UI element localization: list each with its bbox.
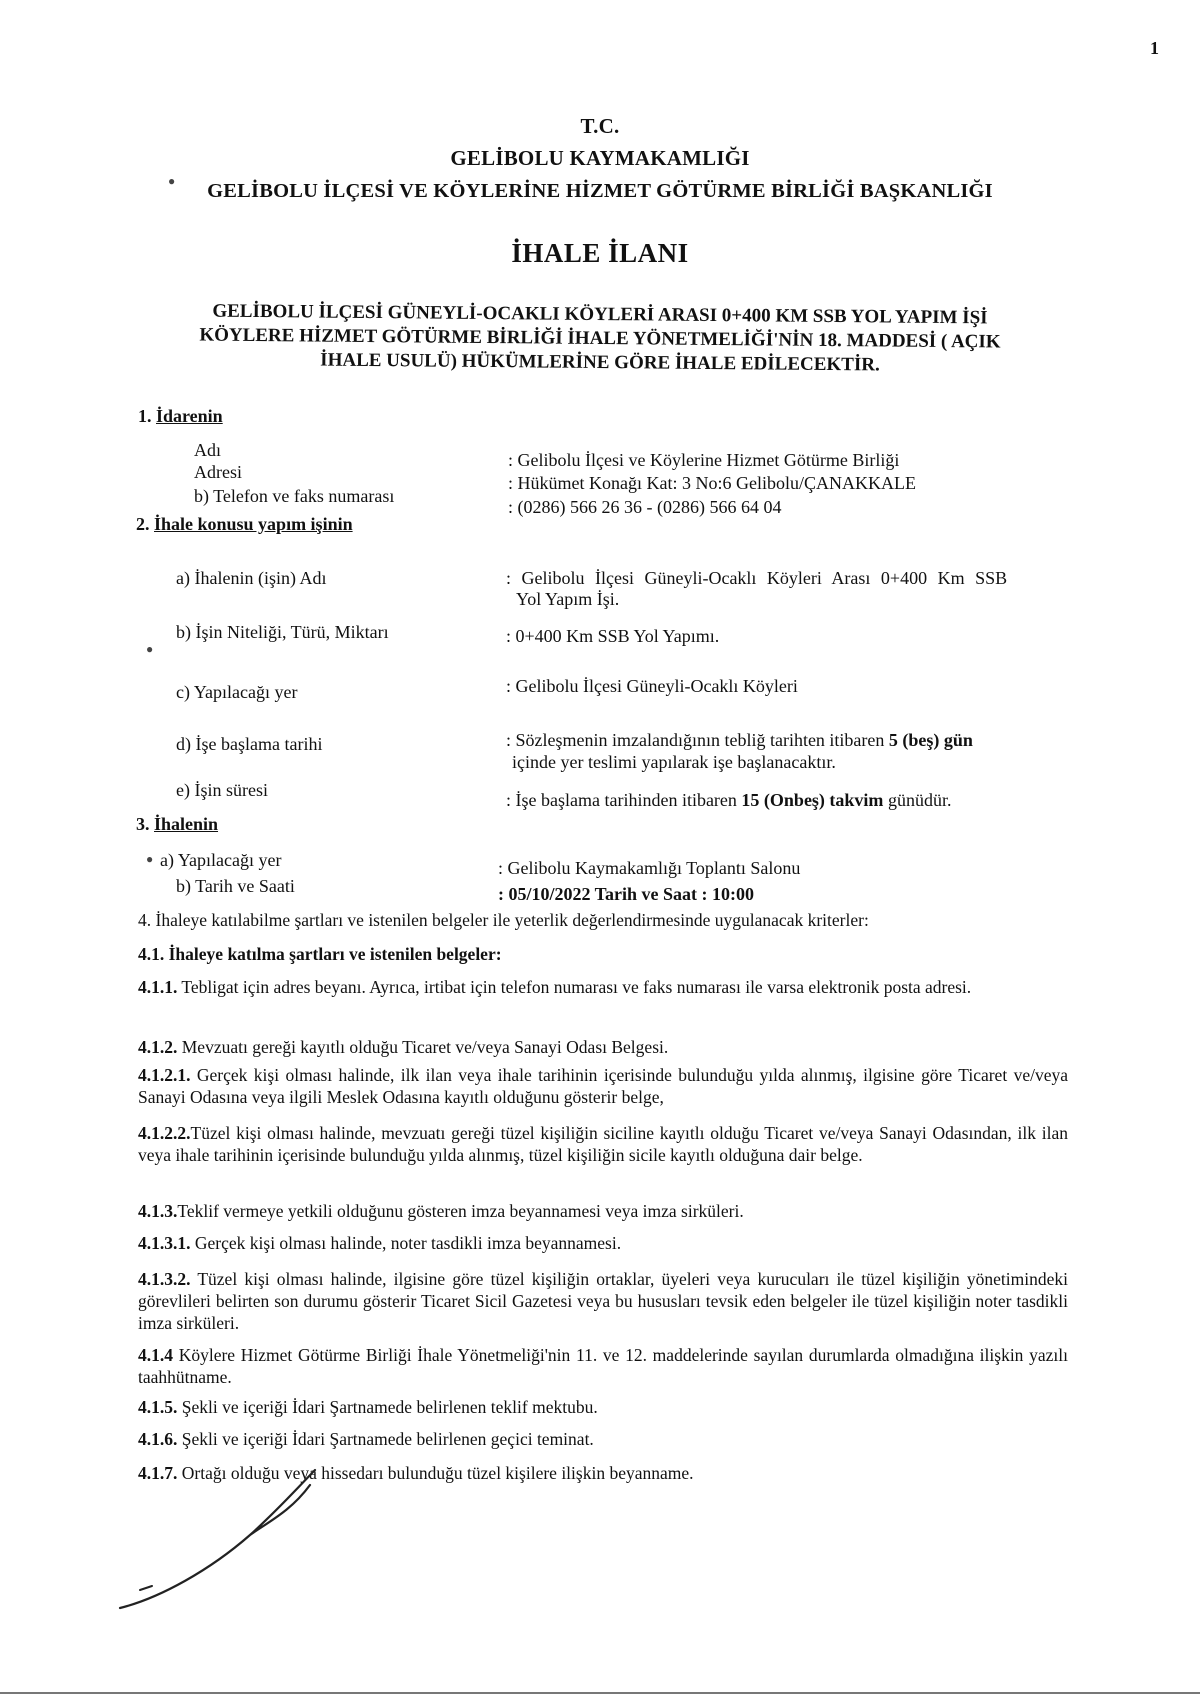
section2-b-label: b) İşin Niteliği, Türü, Miktarı	[176, 622, 389, 642]
section2-a-value-1: : Gelibolu İlçesi Güneyli-Ocaklı Köyleri Arası 0+400 Km SSB	[506, 568, 1008, 588]
item-text: Ortağı olduğu veya hissedarı bulunduğu tüzel kişilere ilişkin beyanname.	[177, 1463, 694, 1483]
section3-b-label: b) Tarih ve Saati	[176, 876, 295, 896]
item-text: Tüzel kişi olması halinde, ilgisine göre tüzel kişiliğin ortaklar, üyeleri veya kurucuları ile tüzel kişiliğin yönetimindeki görevlileri belirten son durumu gösterir Ticaret Sicil Gazetesi veya bu hususları tevsik eden belgeler ile tüzel kişiliğin noter tasdikli imza sirküleri.	[138, 1269, 1068, 1333]
intro-line-3: İHALE USULÜ) HÜKÜMLERİNE GÖRE İHALE EDİLECEKTİR.	[320, 349, 880, 376]
scan-mark: ●	[146, 852, 154, 866]
item-4-1-4	[138, 1344, 1068, 1388]
scan-mark: ●	[146, 642, 154, 656]
section1-value-adi: : Gelibolu İlçesi ve Köylerine Hizmet Götürme Birliği	[508, 450, 900, 470]
section2-e-label: e) İşin süresi	[176, 780, 268, 800]
header-birlik: GELİBOLU İLÇESİ VE KÖYLERİNE HİZMET GÖTÜRME BİRLİĞİ BAŞKANLIĞI	[207, 180, 993, 202]
section3-b-value: : 05/10/2022 Tarih ve Saat : 10:00	[498, 884, 755, 904]
section1-value-adres: : Hükümet Konağı Kat: 3 No:6 Gelibolu/ÇANAKKALE	[508, 473, 916, 493]
item-4-1-1	[138, 976, 1068, 998]
item-number: 4.1.5.	[138, 1397, 178, 1417]
item-text: Tebligat için adres beyanı. Ayrıca, irtibat için telefon numarası ve faks numarası ile varsa elektronik posta adresi.	[177, 977, 972, 997]
item-number: 4.1.2.1.	[138, 1065, 191, 1085]
handwritten-signature	[100, 1440, 360, 1620]
section1-label-adi: Adı	[194, 440, 221, 460]
section3-heading	[136, 814, 218, 835]
item-text: Gerçek kişi olması halinde, noter tasdikli imza beyannamesi.	[190, 1233, 622, 1253]
item-text: Şekli ve içeriği İdari Şartnamede belirlenen geçici teminat.	[177, 1429, 594, 1449]
section2-d-label: d) İşe başlama tarihi	[176, 734, 323, 754]
page-number: 1	[1150, 38, 1159, 58]
item-4-1-3-2	[138, 1268, 1068, 1334]
section2-e-value	[506, 790, 951, 811]
section3-number: 3.	[136, 814, 150, 834]
section1-value-telefon: : (0286) 566 26 36 - (0286) 566 64 04	[508, 497, 782, 517]
item-4-1-3	[138, 1200, 1068, 1222]
section3-a-value: : Gelibolu Kaymakamlığı Toplantı Salonu	[498, 858, 801, 878]
item-number: 4.1.7.	[138, 1463, 178, 1483]
item-text: Teklif vermeye yetkili olduğunu gösteren imza beyannamesi veya imza sirküleri.	[177, 1201, 744, 1221]
section2-number: 2.	[136, 514, 150, 534]
section2-e-value-tail: günüdür.	[883, 790, 952, 810]
section2-b-value: : 0+400 Km SSB Yol Yapımı.	[506, 626, 720, 646]
section2-d-value-emphasis: 5 (beş) gün	[888, 730, 973, 750]
item-text: Köylere Hizmet Götürme Birliği İhale Yönetmeliği'nin 11. ve 12. maddelerinde sayılan durumlarda olmadığına ilişkin yazılı taahhütname.	[138, 1345, 1068, 1387]
section1-heading	[138, 406, 223, 427]
item-number: 4.1.2.2.	[138, 1123, 191, 1143]
item-4-1-2-2	[138, 1122, 1068, 1166]
header-kaymakamlik: GELİBOLU KAYMAKAMLIĞI	[450, 146, 750, 170]
item-text: Tüzel kişi olması halinde, mevzuatı gereği tüzel kişiliğin siciline kayıtlı olduğu Ticaret ve/veya Sanayi Odasından, ilk ilan veya ihale tarihinin içerisinde bulunduğu yılda alınmış, tüzel kişiliğin sicile kayıtlı olduğuna dair belge.	[138, 1123, 1068, 1165]
item-number: 4.1.3.	[138, 1201, 178, 1221]
item-number: 4.1.3.2.	[138, 1269, 191, 1289]
section1-label-telefon: b) Telefon ve faks numarası	[194, 486, 395, 506]
section2-e-value-emphasis: 15 (Onbeş) takvim	[741, 790, 884, 810]
item-4-1-3-1	[138, 1232, 1068, 1254]
scan-mark: ●	[168, 174, 176, 188]
section2-c-label: c) Yapılacağı yer	[176, 682, 298, 702]
section1-title: İdarenin	[156, 406, 223, 426]
section2-title: İhale konusu yapım işinin	[154, 514, 353, 534]
item-text: Gerçek kişi olması halinde, ilk ilan veya ihale tarihinin içerisinde bulunduğu yılda alınmış, ilgisine göre Ticaret ve/veya Sanayi Odasına veya ilgili Meslek Odasına kayıtlı olduğunu gösterir belge,	[138, 1065, 1068, 1107]
item-number: 4.1.1.	[138, 977, 178, 997]
section2-a-label: a) İhalenin (işin) Adı	[176, 568, 327, 588]
section2-c-value: : Gelibolu İlçesi Güneyli-Ocaklı Köyleri	[506, 676, 798, 696]
section2-d-value-1	[506, 730, 973, 751]
item-4-1-2-1	[138, 1064, 1068, 1108]
header-tc: T.C.	[580, 114, 620, 138]
page-bottom-edge	[0, 1692, 1200, 1694]
section4-subheading: 4.1. İhaleye katılma şartları ve istenilen belgeler:	[138, 944, 502, 964]
item-text: Mevzuatı gereği kayıtlı olduğu Ticaret ve/veya Sanayi Odası Belgesi.	[177, 1037, 669, 1057]
page-title: İHALE İLANI	[511, 238, 689, 268]
section2-e-value-text: : İşe başlama tarihinden itibaren	[506, 790, 742, 810]
section1-label-adres: Adresi	[194, 462, 242, 482]
section1-number: 1.	[138, 406, 152, 426]
section2-heading	[136, 514, 353, 535]
intro-line-2: KÖYLERE HİZMET GÖTÜRME BİRLİĞİ İHALE YÖNETMELİĞİ'NİN 18. MADDESİ ( AÇIK	[199, 324, 1001, 353]
item-4-1-2	[138, 1036, 1068, 1058]
item-number: 4.1.3.1.	[138, 1233, 191, 1253]
section2-a-value-2: Yol Yapım İşi.	[516, 589, 620, 609]
item-number: 4.1.6.	[138, 1429, 178, 1449]
item-number: 4.1.4	[138, 1345, 173, 1365]
section2-d-value-2: içinde yer teslimi yapılarak işe başlanacaktır.	[512, 752, 836, 772]
intro-line-1: GELİBOLU İLÇESİ GÜNEYLİ-OCAKLI KÖYLERİ ARASI 0+400 KM SSB YOL YAPIM İŞİ	[212, 300, 988, 329]
section4-heading: 4. İhaleye katılabilme şartları ve istenilen belgeler ile yeterlik değerlendirmesinde uygulanacak kriterler:	[138, 910, 869, 930]
section2-d-value-text: : Sözleşmenin imzalandığının tebliğ tarihten itibaren	[506, 730, 889, 750]
section3-a-label: a) Yapılacağı yer	[160, 850, 282, 870]
section3-title: İhalenin	[154, 814, 219, 834]
item-4-1-5	[138, 1396, 1068, 1418]
item-number: 4.1.2.	[138, 1037, 178, 1057]
item-text: Şekli ve içeriği İdari Şartnamede belirlenen teklif mektubu.	[177, 1397, 598, 1417]
